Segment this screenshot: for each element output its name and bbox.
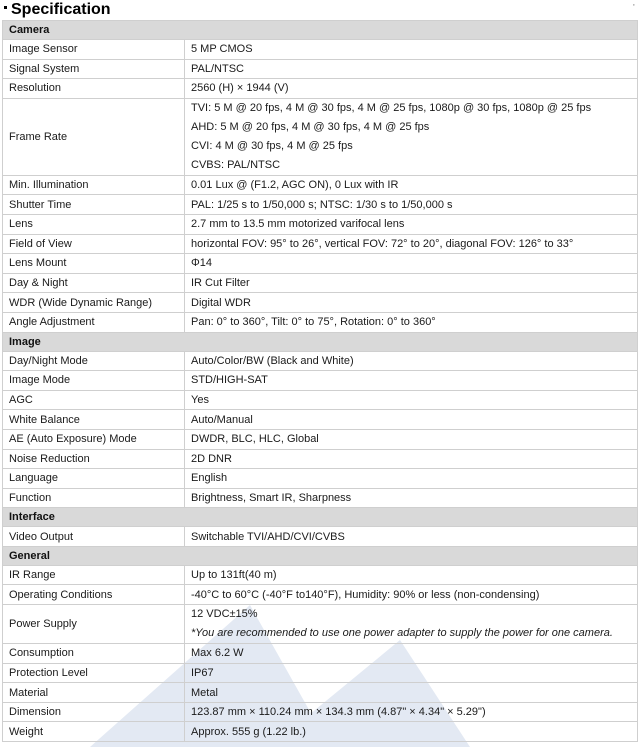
spec-label: Day/Night Mode	[3, 351, 185, 371]
table-row	[3, 722, 638, 742]
spec-label: White Balance	[3, 410, 185, 430]
spec-label: Day & Night	[3, 273, 185, 293]
spec-value: Auto/Manual	[185, 410, 638, 430]
spec-value: 2560 (H) × 1944 (V)	[185, 79, 638, 99]
table-row	[3, 79, 638, 99]
spec-label: Signal System	[3, 59, 185, 79]
table-row	[3, 410, 638, 430]
spec-table	[2, 20, 638, 742]
section-title: Image	[3, 332, 638, 351]
table-row	[3, 605, 638, 644]
spec-label: Lens Mount	[3, 254, 185, 274]
table-row	[3, 214, 638, 234]
spec-value-line: CVI: 4 M @ 30 fps, 4 M @ 25 fps	[191, 139, 353, 152]
spec-label: Noise Reduction	[3, 449, 185, 469]
spec-label: Protection Level	[3, 663, 185, 683]
spec-value: IR Cut Filter	[185, 273, 638, 293]
spec-label: AGC	[3, 390, 185, 410]
section-title: Camera	[3, 21, 638, 40]
table-row	[3, 371, 638, 391]
spec-label: Lens	[3, 214, 185, 234]
spec-value-line: AHD: 5 M @ 20 fps, 4 M @ 30 fps, 4 M @ 25 fps	[191, 120, 430, 133]
table-row	[3, 234, 638, 254]
table-row	[3, 312, 638, 332]
spec-label: WDR (Wide Dynamic Range)	[3, 293, 185, 313]
spec-label: Weight	[3, 722, 185, 742]
table-row	[3, 585, 638, 605]
spec-value-line: *You are recommended to use one power adapter to supply the power for one camera.	[191, 627, 613, 640]
spec-value: Max 6.2 W	[185, 644, 638, 664]
section-header	[3, 21, 638, 40]
spec-value: Approx. 555 g (1.22 lb.)	[185, 722, 638, 742]
spec-label: Operating Conditions	[3, 585, 185, 605]
table-row	[3, 273, 638, 293]
spec-value: PAL/NTSC	[185, 59, 638, 79]
spec-label: IR Range	[3, 565, 185, 585]
table-row	[3, 449, 638, 469]
spec-value: Brightness, Smart IR, Sharpness	[185, 488, 638, 508]
spec-value: 123.87 mm × 110.24 mm × 134.3 mm (4.87" × 4.34" × 5.29")	[185, 702, 638, 722]
spec-label: Function	[3, 488, 185, 508]
spec-label: Resolution	[3, 79, 185, 99]
table-row	[3, 40, 638, 60]
spec-label: Image Mode	[3, 371, 185, 391]
spec-value: horizontal FOV: 95° to 26°, vertical FOV: 72° to 20°, diagonal FOV: 126° to 33°	[185, 234, 638, 254]
table-row	[3, 469, 638, 489]
spec-label: AE (Auto Exposure) Mode	[3, 429, 185, 449]
bullet-icon	[4, 6, 7, 9]
spec-value-line: TVI: 5 M @ 20 fps, 4 M @ 30 fps, 4 M @ 25 fps, 1080p @ 30 fps, 1080p @ 25 fps	[191, 101, 592, 114]
spec-label: Field of View	[3, 234, 185, 254]
table-row	[3, 59, 638, 79]
page-title-text: Specification	[11, 1, 111, 18]
table-row	[3, 195, 638, 215]
spec-label: Dimension	[3, 702, 185, 722]
spec-value: Switchable TVI/AHD/CVI/CVBS	[185, 527, 638, 547]
spec-value: Up to 131ft(40 m)	[185, 565, 638, 585]
section-header	[3, 508, 638, 527]
spec-value-line: 12 VDC±15%	[191, 608, 258, 621]
spec-label: Shutter Time	[3, 195, 185, 215]
table-row	[3, 429, 638, 449]
spec-label: Consumption	[3, 644, 185, 664]
spec-value: DWDR, BLC, HLC, Global	[185, 429, 638, 449]
table-row	[3, 683, 638, 703]
spec-value: Φ14	[185, 254, 638, 274]
table-row	[3, 527, 638, 547]
table-row	[3, 351, 638, 371]
spec-value: Pan: 0° to 360°, Tilt: 0° to 75°, Rotation: 0° to 360°	[185, 312, 638, 332]
page-title	[4, 0, 111, 20]
spec-value: English	[185, 469, 638, 489]
spec-label: Language	[3, 469, 185, 489]
spec-value: Auto/Color/BW (Black and White)	[185, 351, 638, 371]
spec-label: Min. Illumination	[3, 175, 185, 195]
table-row	[3, 254, 638, 274]
spec-value	[185, 98, 638, 175]
spec-label: Frame Rate	[3, 98, 185, 175]
table-row	[3, 644, 638, 664]
spec-value: PAL: 1/25 s to 1/50,000 s; NTSC: 1/30 s to 1/50,000 s	[185, 195, 638, 215]
spec-value-line: CVBS: PAL/NTSC	[191, 158, 281, 171]
section-header	[3, 332, 638, 351]
table-row	[3, 488, 638, 508]
table-row	[3, 663, 638, 683]
spec-value: 0.01 Lux @ (F1.2, AGC ON), 0 Lux with IR	[185, 175, 638, 195]
spec-label: Material	[3, 683, 185, 703]
table-row	[3, 702, 638, 722]
spec-label: Video Output	[3, 527, 185, 547]
spec-label: Power Supply	[3, 605, 185, 644]
table-row	[3, 565, 638, 585]
spec-label: Angle Adjustment	[3, 312, 185, 332]
spec-label: Image Sensor	[3, 40, 185, 60]
table-row	[3, 293, 638, 313]
spec-value: -40°C to 60°C (-40°F to140°F), Humidity: 90% or less (non-condensing)	[185, 585, 638, 605]
spec-value: 2D DNR	[185, 449, 638, 469]
table-row	[3, 390, 638, 410]
spec-value: 5 MP CMOS	[185, 40, 638, 60]
section-title: General	[3, 546, 638, 565]
spec-value: IP67	[185, 663, 638, 683]
spec-value: Yes	[185, 390, 638, 410]
table-row	[3, 98, 638, 175]
table-row	[3, 175, 638, 195]
section-header	[3, 546, 638, 565]
spec-value: Metal	[185, 683, 638, 703]
section-title: Interface	[3, 508, 638, 527]
spec-value: 2.7 mm to 13.5 mm motorized varifocal lens	[185, 214, 638, 234]
corner-mark: ,	[632, 0, 635, 7]
spec-value: Digital WDR	[185, 293, 638, 313]
spec-value	[185, 605, 638, 644]
spec-value: STD/HIGH-SAT	[185, 371, 638, 391]
